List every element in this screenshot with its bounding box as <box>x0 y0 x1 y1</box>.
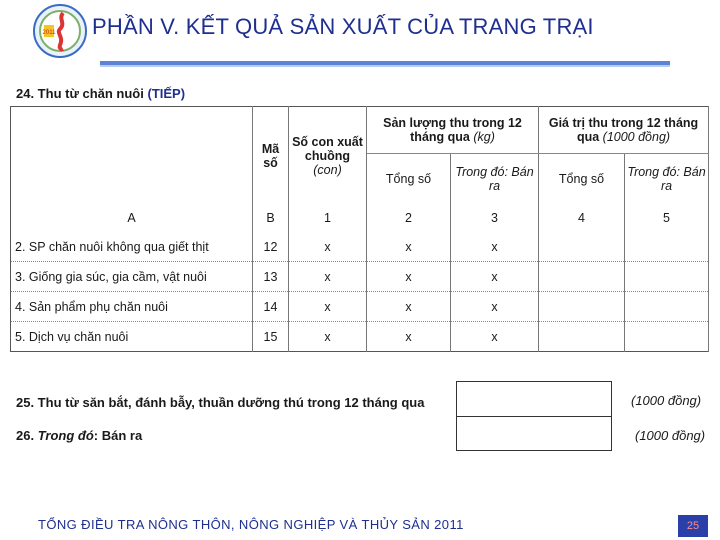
header-ban-ra-value: Trong đó: Bán ra <box>625 154 709 205</box>
page-title: PHẦN V. KẾT QUẢ SẢN XUẤT CỦA TRANG TRẠI <box>92 14 594 39</box>
logo-year: 2011 <box>42 30 56 36</box>
row-cell-tong-so: x <box>367 292 451 322</box>
row-input-tong-so-value[interactable] <box>539 262 625 292</box>
row-cell-so-con: x <box>289 262 367 292</box>
row-cell-so-con: x <box>289 292 367 322</box>
row-cell-so-con: x <box>289 322 367 352</box>
header-so-con <box>289 107 367 205</box>
row-input-tong-so-value[interactable] <box>539 292 625 322</box>
section-heading <box>16 86 185 101</box>
row-input-tong-so-value[interactable] <box>539 322 625 352</box>
row-label: 5. Dịch vụ chăn nuôi <box>11 322 253 352</box>
question-26-unit: (1000 đồng) <box>635 428 706 443</box>
row-cell-so-con: x <box>289 232 367 262</box>
question-25-label: 25. Thu từ săn bắt, đánh bẫy, thuần dưỡng thú trong 12 tháng qua <box>16 395 425 410</box>
index-cell: A <box>11 204 253 232</box>
answer-box <box>456 381 612 451</box>
label-header-cell <box>11 107 253 205</box>
livestock-income-table <box>10 106 709 352</box>
row-input-ban-ra-value[interactable] <box>625 322 709 352</box>
table-row <box>11 292 709 322</box>
header-so-con-unit: (con) <box>313 162 342 177</box>
index-cell: B <box>253 204 289 232</box>
row-label: 4. Sản phẩm phụ chăn nuôi <box>11 292 253 322</box>
row-cell-ban-ra: x <box>451 262 539 292</box>
question-26-label <box>16 428 142 443</box>
index-cell: 3 <box>451 204 539 232</box>
row-input-ban-ra-value[interactable] <box>625 262 709 292</box>
header-san-luong-unit: (kg) <box>473 130 495 144</box>
header-san-luong <box>367 107 539 154</box>
header-tong-so-qty: Tổng số <box>367 154 451 205</box>
section-heading-text: 24. Thu từ chăn nuôi <box>16 86 148 101</box>
row-input-ban-ra-value[interactable] <box>625 292 709 322</box>
header-ban-ra-qty: Trong đó: Bán ra <box>451 154 539 205</box>
question-26-italic: Trong đó <box>37 428 94 443</box>
index-cell: 1 <box>289 204 367 232</box>
question-25-input[interactable] <box>457 382 611 416</box>
row-input-tong-so-value[interactable] <box>539 232 625 262</box>
header-gia-tri-unit: (1000 đồng) <box>602 130 671 144</box>
section-heading-suffix: (TIẾP) <box>147 86 186 101</box>
header-gia-tri-label: Giá trị thu trong 12 tháng qua <box>548 116 699 144</box>
row-code: 12 <box>253 232 289 262</box>
row-input-ban-ra-value[interactable] <box>625 232 709 262</box>
header-san-luong-label: Sản lượng thu trong 12 tháng qua <box>383 116 522 144</box>
row-code: 15 <box>253 322 289 352</box>
row-cell-tong-so: x <box>367 232 451 262</box>
row-code: 13 <box>253 262 289 292</box>
footer-text: TỔNG ĐIỀU TRA NÔNG THÔN, NÔNG NGHIỆP VÀ THỦY SẢN 2011 <box>38 517 464 532</box>
index-cell: 4 <box>539 204 625 232</box>
question-26-number: 26. <box>16 428 38 443</box>
census-logo <box>30 3 90 59</box>
row-code: 14 <box>253 292 289 322</box>
question-26-input[interactable] <box>457 417 611 450</box>
question-25-unit: (1000 đồng) <box>631 393 702 408</box>
header-tong-so-value: Tổng số <box>539 154 625 205</box>
index-cell: 2 <box>367 204 451 232</box>
table-row <box>11 322 709 352</box>
row-cell-tong-so: x <box>367 322 451 352</box>
table-row <box>11 232 709 262</box>
page-number: 25 <box>678 515 708 537</box>
header-so-con-label: Số con xuất chuồng <box>292 134 363 163</box>
title-underline-shadow <box>100 65 670 67</box>
header-ma-so: Mã số <box>253 107 289 205</box>
row-cell-ban-ra: x <box>451 292 539 322</box>
row-cell-ban-ra: x <box>451 322 539 352</box>
row-cell-ban-ra: x <box>451 232 539 262</box>
row-label: 2. SP chăn nuôi không qua giết thịt <box>11 232 253 262</box>
question-26-suffix: : Bán ra <box>93 428 143 443</box>
row-label: 3. Giống gia súc, gia cầm, vật nuôi <box>11 262 253 292</box>
header-gia-tri <box>539 107 709 154</box>
table-row <box>11 262 709 292</box>
row-cell-tong-so: x <box>367 262 451 292</box>
index-cell: 5 <box>625 204 709 232</box>
